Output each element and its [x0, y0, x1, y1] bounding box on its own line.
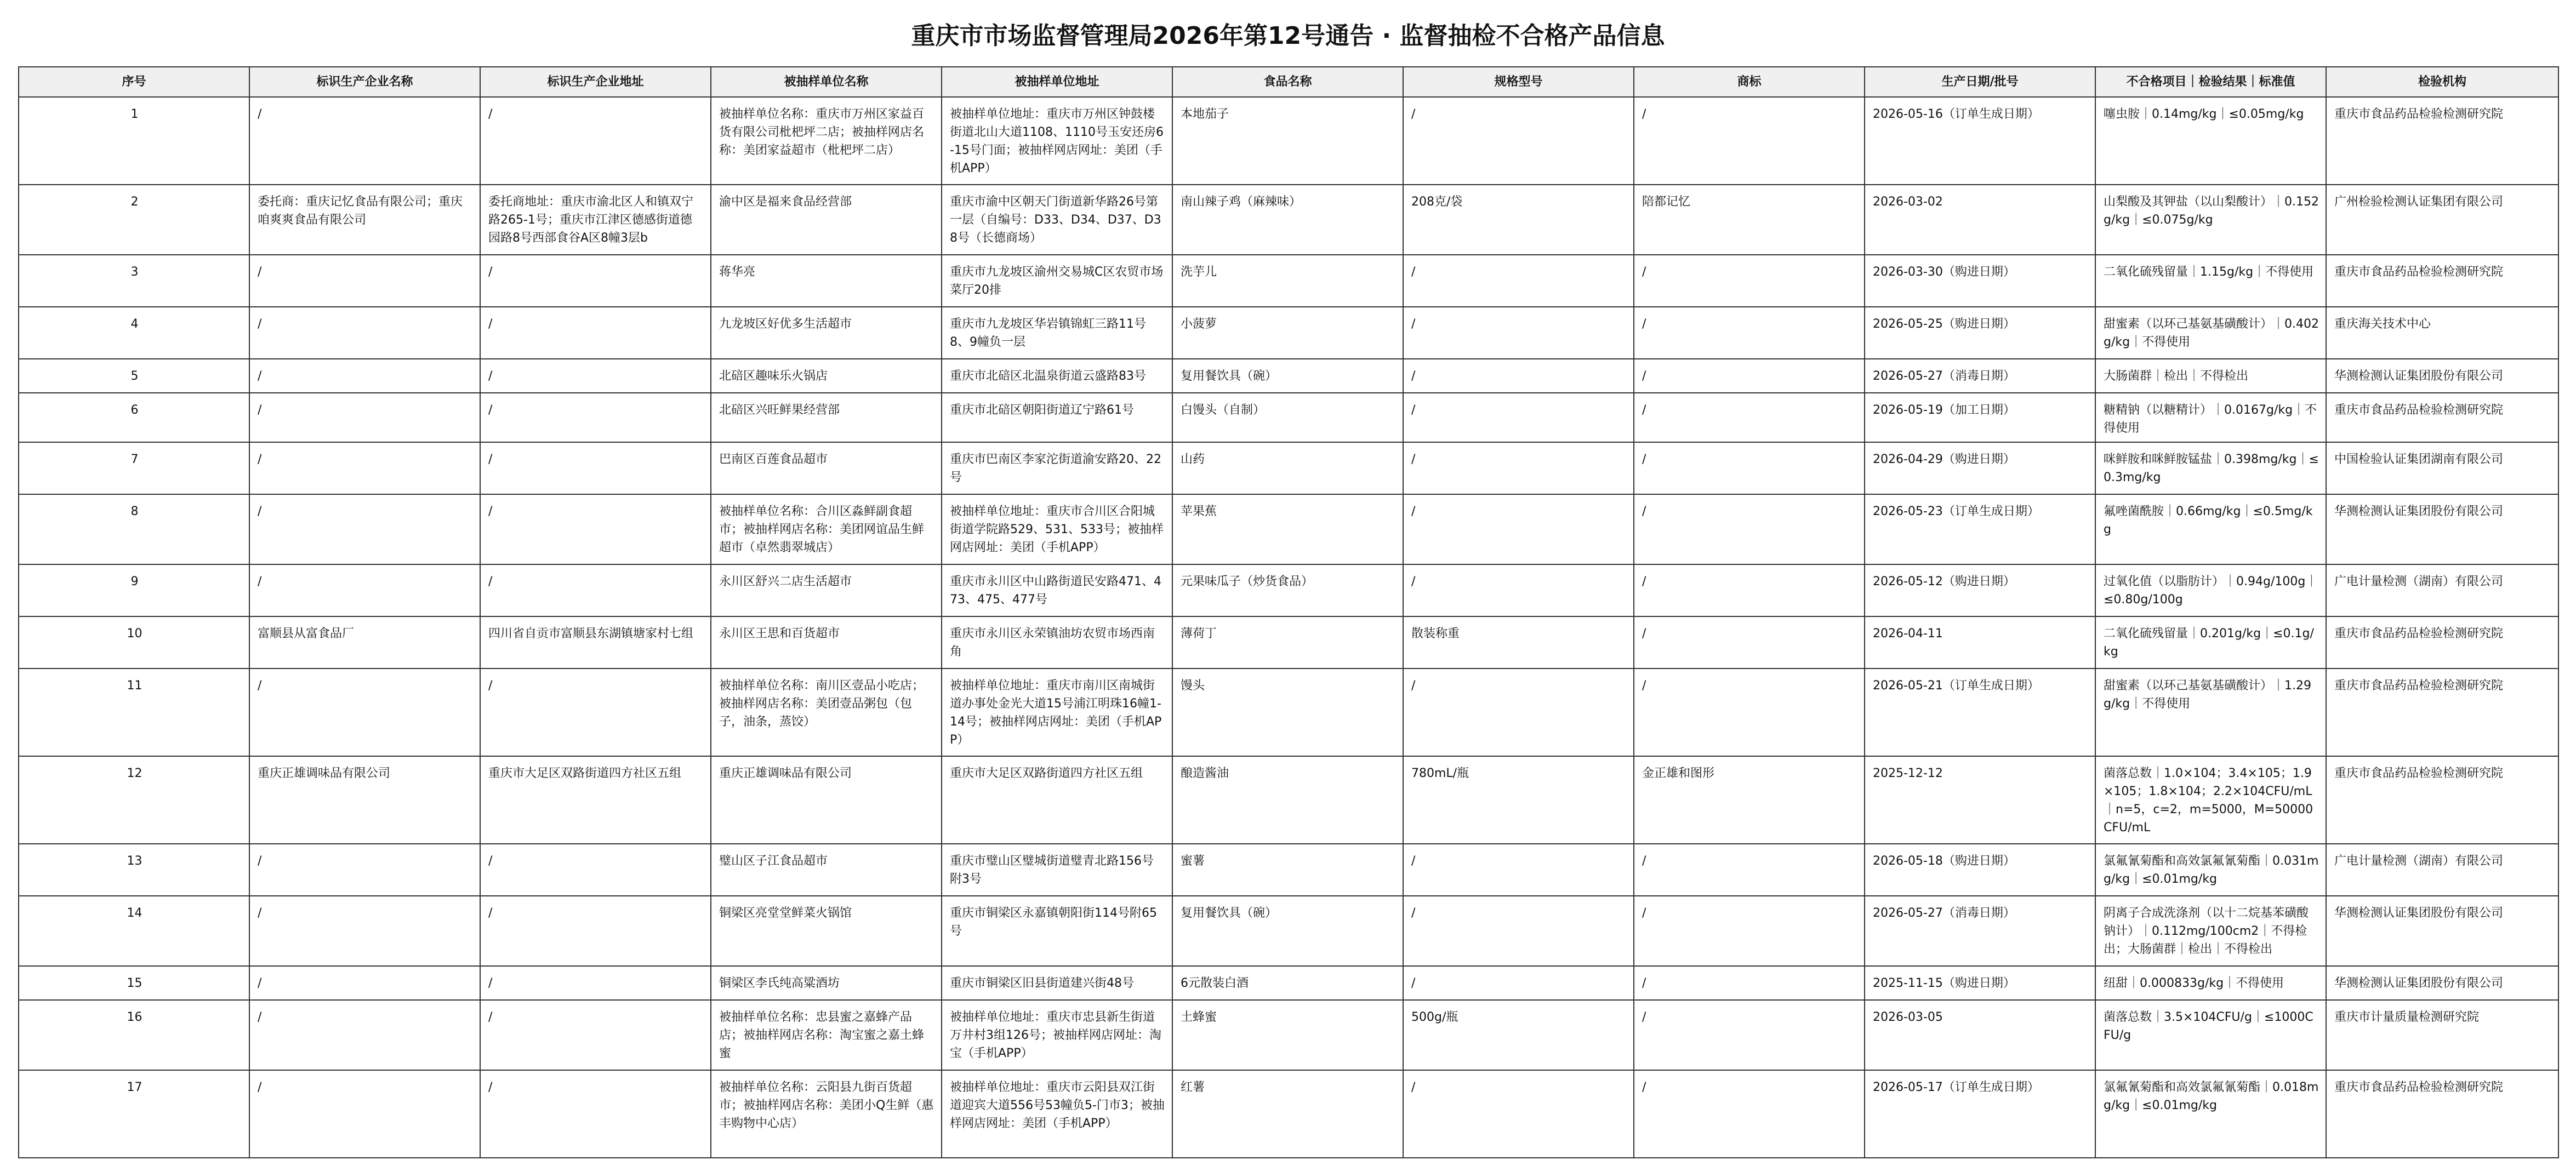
col-sampled-unit-address-cell: 被抽样单位地址：重庆市云阳县双江街道迎宾大道556号53幢负5-门市3；被抽样网店网址：美团（手机APP） — [942, 1070, 1172, 1158]
col-producer-address-cell: / — [480, 307, 711, 359]
col-production-date-header: 生产日期/批号 — [1865, 67, 2095, 97]
table-body — [19, 97, 2558, 1158]
col-producer-name-cell: / — [249, 359, 480, 393]
col-producer-address-cell: 重庆市大足区双路街道四方社区五组 — [480, 756, 711, 844]
table-row — [19, 896, 2558, 966]
col-brand-cell: / — [1634, 359, 1865, 393]
col-nonconforming-item-cell: 噻虫胺｜0.14mg/kg｜≤0.05mg/kg — [2095, 97, 2326, 185]
table-row — [19, 255, 2558, 307]
col-producer-address-cell: / — [480, 97, 711, 185]
col-nonconforming-item-cell: 菌落总数｜3.5×104CFU/g｜≤1000CFU/g — [2095, 1000, 2326, 1070]
col-food-name-cell: 蜜薯 — [1172, 844, 1403, 896]
col-producer-address-cell: 四川省自贡市富顺县东湖镇塘家村七组 — [480, 616, 711, 668]
col-brand-cell: / — [1634, 1070, 1865, 1158]
page-title: 重庆市市场监督管理局2026年第12号通告 · 监督抽检不合格产品信息 — [911, 22, 1665, 50]
col-inspection-agency-cell: 广电计量检测（湖南）有限公司 — [2326, 844, 2558, 896]
col-brand-cell: / — [1634, 616, 1865, 668]
col-producer-name-cell: / — [249, 307, 480, 359]
col-spec-cell: / — [1403, 966, 1634, 1000]
col-inspection-agency-cell: 重庆市计量质量检测研究院 — [2326, 1000, 2558, 1070]
col-producer-name-cell: 重庆正雄调味品有限公司 — [249, 756, 480, 844]
col-brand-cell: / — [1634, 668, 1865, 756]
col-sampled-unit-name-cell: 被抽样单位名称：忠县蜜之嘉蜂产品店；被抽样网店名称：淘宝蜜之嘉土蜂蜜 — [711, 1000, 942, 1070]
col-sampled-unit-address-cell: 重庆市大足区双路街道四方社区五组 — [942, 756, 1172, 844]
col-production-date-cell: 2026-03-02 — [1865, 185, 2095, 255]
col-seq-cell: 12 — [19, 756, 249, 844]
col-brand-cell: / — [1634, 494, 1865, 564]
col-producer-name-cell: / — [249, 668, 480, 756]
col-food-name-cell: 本地茄子 — [1172, 97, 1403, 185]
col-food-name-cell: 薄荷丁 — [1172, 616, 1403, 668]
col-producer-name-cell: / — [249, 442, 480, 494]
col-seq-header: 序号 — [19, 67, 249, 97]
col-sampled-unit-address-cell: 重庆市巴南区李家沱街道渝安路20、22号 — [942, 442, 1172, 494]
col-inspection-agency-cell: 华测检测认证集团股份有限公司 — [2326, 966, 2558, 1000]
results-table — [18, 66, 2559, 1158]
col-food-name-cell: 洗芋儿 — [1172, 255, 1403, 307]
table-row — [19, 442, 2558, 494]
col-spec-cell: / — [1403, 442, 1634, 494]
col-sampled-unit-name-cell: 九龙坡区好优多生活超市 — [711, 307, 942, 359]
col-food-name-cell: 白馒头（自制） — [1172, 393, 1403, 442]
col-seq-cell: 17 — [19, 1070, 249, 1158]
col-production-date-cell: 2026-05-17（订单生成日期） — [1865, 1070, 2095, 1158]
col-brand-cell: / — [1634, 307, 1865, 359]
col-food-name-cell: 复用餐饮具（碗） — [1172, 896, 1403, 966]
col-seq-cell: 1 — [19, 97, 249, 185]
col-food-name-cell: 复用餐饮具（碗） — [1172, 359, 1403, 393]
col-brand-cell: / — [1634, 393, 1865, 442]
col-sampled-unit-address-cell: 被抽样单位地址：重庆市南川区南城街道办事处金光大道15号浦江明珠16幢1-14号；被抽样网店网址：美团（手机APP） — [942, 668, 1172, 756]
col-production-date-cell: 2026-05-12（购进日期） — [1865, 564, 2095, 616]
col-spec-cell: / — [1403, 564, 1634, 616]
col-seq-cell: 13 — [19, 844, 249, 896]
col-producer-name-header: 标识生产企业名称 — [249, 67, 480, 97]
col-sampled-unit-address-cell: 重庆市璧山区璧城街道璧青北路156号附3号 — [942, 844, 1172, 896]
col-sampled-unit-name-header: 被抽样单位名称 — [711, 67, 942, 97]
col-nonconforming-item-cell: 氯氟氰菊酯和高效氯氟氰菊酯｜0.018mg/kg｜≤0.01mg/kg — [2095, 1070, 2326, 1158]
col-sampled-unit-address-cell: 重庆市铜梁区旧县街道建兴街48号 — [942, 966, 1172, 1000]
col-sampled-unit-address-header: 被抽样单位地址 — [942, 67, 1172, 97]
col-production-date-cell: 2026-04-11 — [1865, 616, 2095, 668]
col-seq-cell: 4 — [19, 307, 249, 359]
col-spec-cell: / — [1403, 494, 1634, 564]
col-nonconforming-item-cell: 大肠菌群｜检出｜不得检出 — [2095, 359, 2326, 393]
col-sampled-unit-name-cell: 璧山区子江食品超市 — [711, 844, 942, 896]
col-seq-cell: 5 — [19, 359, 249, 393]
col-producer-address-cell: 委托商地址：重庆市渝北区人和镇双宁路265-1号；重庆市江津区德感街道德园路8号西部食谷A区8幢3层b — [480, 185, 711, 255]
col-spec-header: 规格型号 — [1403, 67, 1634, 97]
col-spec-cell: / — [1403, 307, 1634, 359]
col-producer-address-cell: / — [480, 255, 711, 307]
col-production-date-cell: 2026-05-19（加工日期） — [1865, 393, 2095, 442]
col-spec-cell: / — [1403, 255, 1634, 307]
col-nonconforming-item-cell: 咪鲜胺和咪鲜胺锰盐｜0.398mg/kg｜≤0.3mg/kg — [2095, 442, 2326, 494]
col-producer-name-cell: 委托商：重庆记忆食品有限公司；重庆咱爽爽食品有限公司 — [249, 185, 480, 255]
col-nonconforming-item-cell: 过氧化值（以脂肪计）｜0.94g/100g｜≤0.80g/100g — [2095, 564, 2326, 616]
col-sampled-unit-name-cell: 重庆正雄调味品有限公司 — [711, 756, 942, 844]
col-production-date-cell: 2026-05-27（消毒日期） — [1865, 359, 2095, 393]
col-inspection-agency-cell: 广电计量检测（湖南）有限公司 — [2326, 564, 2558, 616]
col-producer-name-cell: / — [249, 1070, 480, 1158]
col-producer-name-cell: / — [249, 494, 480, 564]
col-nonconforming-item-cell: 二氧化硫残留量｜0.201g/kg｜≤0.1g/kg — [2095, 616, 2326, 668]
col-sampled-unit-address-cell: 被抽样单位地址：重庆市万州区钟鼓楼街道北山大道1108、1110号玉安还房6-15号门面；被抽样网店网址：美团（手机APP） — [942, 97, 1172, 185]
col-inspection-agency-cell: 广州检验检测认证集团有限公司 — [2326, 185, 2558, 255]
col-brand-cell: / — [1634, 564, 1865, 616]
col-spec-cell: / — [1403, 896, 1634, 966]
col-producer-name-cell: / — [249, 896, 480, 966]
col-nonconforming-item-cell: 甜蜜素（以环己基氨基磺酸计）｜1.29g/kg｜不得使用 — [2095, 668, 2326, 756]
table-row — [19, 359, 2558, 393]
col-brand-cell: / — [1634, 97, 1865, 185]
table-row — [19, 1000, 2558, 1070]
col-food-name-cell: 馒头 — [1172, 668, 1403, 756]
col-brand-cell: / — [1634, 844, 1865, 896]
table-row — [19, 966, 2558, 1000]
table-row — [19, 844, 2558, 896]
col-nonconforming-item-cell: 氟唑菌酰胺｜0.66mg/kg｜≤0.5mg/kg — [2095, 494, 2326, 564]
col-food-name-cell: 小菠萝 — [1172, 307, 1403, 359]
col-production-date-cell: 2026-05-23（订单生成日期） — [1865, 494, 2095, 564]
col-sampled-unit-name-cell: 铜梁区亮堂堂鲜菜火锅馆 — [711, 896, 942, 966]
table-row — [19, 668, 2558, 756]
col-seq-cell: 11 — [19, 668, 249, 756]
col-spec-cell: 500g/瓶 — [1403, 1000, 1634, 1070]
col-seq-cell: 7 — [19, 442, 249, 494]
col-food-name-cell: 6元散装白酒 — [1172, 966, 1403, 1000]
col-producer-name-cell: / — [249, 393, 480, 442]
col-food-name-cell: 酿造酱油 — [1172, 756, 1403, 844]
col-spec-cell: / — [1403, 1070, 1634, 1158]
col-food-name-cell: 山药 — [1172, 442, 1403, 494]
col-brand-header: 商标 — [1634, 67, 1865, 97]
col-producer-name-cell: / — [249, 564, 480, 616]
col-seq-cell: 15 — [19, 966, 249, 1000]
col-food-name-cell: 红薯 — [1172, 1070, 1403, 1158]
col-production-date-cell: 2026-05-25（购进日期） — [1865, 307, 2095, 359]
table-row — [19, 393, 2558, 442]
table-row — [19, 1070, 2558, 1158]
col-food-name-cell: 土蜂蜜 — [1172, 1000, 1403, 1070]
table-row — [19, 307, 2558, 359]
col-production-date-cell: 2026-05-27（消毒日期） — [1865, 896, 2095, 966]
col-sampled-unit-name-cell: 渝中区是福来食品经营部 — [711, 185, 942, 255]
col-sampled-unit-name-cell: 蒋华亮 — [711, 255, 942, 307]
col-spec-cell: / — [1403, 668, 1634, 756]
col-sampled-unit-name-cell: 北碚区趣味乐火锅店 — [711, 359, 942, 393]
col-sampled-unit-name-cell: 北碚区兴旺鲜果经营部 — [711, 393, 942, 442]
table-row — [19, 494, 2558, 564]
col-sampled-unit-address-cell: 重庆市永川区永荣镇油坊农贸市场西南角 — [942, 616, 1172, 668]
col-seq-cell: 2 — [19, 185, 249, 255]
col-sampled-unit-name-cell: 被抽样单位名称：云阳县九街百货超市；被抽样网店名称：美团小Q生鲜（惠丰购物中心店） — [711, 1070, 942, 1158]
col-spec-cell: / — [1403, 97, 1634, 185]
col-producer-name-cell: / — [249, 255, 480, 307]
table-row — [19, 564, 2558, 616]
col-producer-name-cell: / — [249, 966, 480, 1000]
col-spec-cell: / — [1403, 393, 1634, 442]
col-spec-cell: / — [1403, 359, 1634, 393]
col-sampled-unit-name-cell: 铜梁区李氏纯高粱酒坊 — [711, 966, 942, 1000]
col-sampled-unit-name-cell: 永川区王思和百货超市 — [711, 616, 942, 668]
col-sampled-unit-address-cell: 被抽样单位地址：重庆市合川区合阳城街道学院路529、531、533号；被抽样网店网址：美团（手机APP） — [942, 494, 1172, 564]
col-seq-cell: 8 — [19, 494, 249, 564]
col-brand-cell: / — [1634, 1000, 1865, 1070]
col-brand-cell: / — [1634, 896, 1865, 966]
col-sampled-unit-name-cell: 被抽样单位名称：合川区淼鲜副食超市；被抽样网店名称：美团网谊品生鲜超市（卓然翡翠城店） — [711, 494, 942, 564]
col-producer-address-cell: / — [480, 1070, 711, 1158]
col-inspection-agency-header: 检验机构 — [2326, 67, 2558, 97]
col-spec-cell: 780mL/瓶 — [1403, 756, 1634, 844]
col-spec-cell: 散装称重 — [1403, 616, 1634, 668]
col-producer-address-cell: / — [480, 896, 711, 966]
col-inspection-agency-cell: 重庆市食品药品检验检测研究院 — [2326, 97, 2558, 185]
col-production-date-cell: 2026-04-29（购进日期） — [1865, 442, 2095, 494]
col-brand-cell: 金正雄和图形 — [1634, 756, 1865, 844]
col-brand-cell: / — [1634, 966, 1865, 1000]
col-seq-cell: 9 — [19, 564, 249, 616]
col-inspection-agency-cell: 华测检测认证集团股份有限公司 — [2326, 896, 2558, 966]
col-nonconforming-item-cell: 糖精钠（以糖精计）｜0.0167g/kg｜不得使用 — [2095, 393, 2326, 442]
col-spec-cell: 208克/袋 — [1403, 185, 1634, 255]
col-food-name-cell: 元果味瓜子（炒货食品） — [1172, 564, 1403, 616]
col-sampled-unit-address-cell: 重庆市北碚区朝阳街道辽宁路61号 — [942, 393, 1172, 442]
col-food-name-cell: 苹果蕉 — [1172, 494, 1403, 564]
table-row — [19, 616, 2558, 668]
col-producer-address-cell: / — [480, 393, 711, 442]
col-sampled-unit-address-cell: 重庆市渝中区朝天门街道新华路26号第一层（自编号：D33、D34、D37、D38号（长德商场） — [942, 185, 1172, 255]
col-producer-address-cell: / — [480, 1000, 711, 1070]
col-producer-name-cell: / — [249, 1000, 480, 1070]
col-seq-cell: 10 — [19, 616, 249, 668]
col-production-date-cell: 2026-03-30（购进日期） — [1865, 255, 2095, 307]
col-inspection-agency-cell: 重庆市食品药品检验检测研究院 — [2326, 255, 2558, 307]
col-food-name-header: 食品名称 — [1172, 67, 1403, 97]
col-nonconforming-item-cell: 菌落总数｜1.0×104；3.4×105；1.9×105；1.8×104；2.2×104CFU/mL｜n=5，c=2，m=5000，M=50000CFU/mL — [2095, 756, 2326, 844]
col-producer-address-cell: / — [480, 359, 711, 393]
col-inspection-agency-cell: 重庆海关技术中心 — [2326, 307, 2558, 359]
col-sampled-unit-address-cell: 重庆市铜梁区永嘉镇朝阳街114号附65号 — [942, 896, 1172, 966]
col-producer-address-cell: / — [480, 966, 711, 1000]
col-brand-cell: / — [1634, 442, 1865, 494]
col-producer-address-cell: / — [480, 668, 711, 756]
col-inspection-agency-cell: 重庆市食品药品检验检测研究院 — [2326, 756, 2558, 844]
col-brand-cell: 陪都记忆 — [1634, 185, 1865, 255]
col-production-date-cell: 2026-05-16（订单生成日期） — [1865, 97, 2095, 185]
col-sampled-unit-name-cell: 巴南区百莲食品超市 — [711, 442, 942, 494]
table-row — [19, 97, 2558, 185]
col-production-date-cell: 2025-11-15（购进日期） — [1865, 966, 2095, 1000]
col-nonconforming-item-cell: 山梨酸及其钾盐（以山梨酸计）｜0.152g/kg｜≤0.075g/kg — [2095, 185, 2326, 255]
col-nonconforming-item-cell: 甜蜜素（以环己基氨基磺酸计）｜0.402g/kg｜不得使用 — [2095, 307, 2326, 359]
col-nonconforming-item-cell: 纽甜｜0.000833g/kg｜不得使用 — [2095, 966, 2326, 1000]
table-row — [19, 756, 2558, 844]
col-nonconforming-item-cell: 二氧化硫残留量｜1.15g/kg｜不得使用 — [2095, 255, 2326, 307]
col-producer-address-cell: / — [480, 564, 711, 616]
col-production-date-cell: 2026-05-21（订单生成日期） — [1865, 668, 2095, 756]
col-inspection-agency-cell: 华测检测认证集团股份有限公司 — [2326, 494, 2558, 564]
col-production-date-cell: 2026-05-18（购进日期） — [1865, 844, 2095, 896]
col-inspection-agency-cell: 重庆市食品药品检验检测研究院 — [2326, 616, 2558, 668]
col-sampled-unit-address-cell: 重庆市九龙坡区华岩镇锦虹三路11号8、9幢负一层 — [942, 307, 1172, 359]
col-sampled-unit-address-cell: 被抽样单位地址：重庆市忠县新生街道万井村3组126号；被抽样网店网址：淘宝（手机APP） — [942, 1000, 1172, 1070]
col-production-date-cell: 2026-03-05 — [1865, 1000, 2095, 1070]
col-producer-address-header: 标识生产企业地址 — [480, 67, 711, 97]
col-producer-name-cell: / — [249, 97, 480, 185]
col-inspection-agency-cell: 华测检测认证集团股份有限公司 — [2326, 359, 2558, 393]
col-inspection-agency-cell: 重庆市食品药品检验检测研究院 — [2326, 393, 2558, 442]
col-inspection-agency-cell: 重庆市食品药品检验检测研究院 — [2326, 668, 2558, 756]
col-sampled-unit-address-cell: 重庆市永川区中山路街道民安路471、473、475、477号 — [942, 564, 1172, 616]
col-producer-address-cell: / — [480, 442, 711, 494]
col-nonconforming-item-cell: 氯氟氰菊酯和高效氯氟氰菊酯｜0.031mg/kg｜≤0.01mg/kg — [2095, 844, 2326, 896]
table-row — [19, 185, 2558, 255]
col-inspection-agency-cell: 中国检验认证集团湖南有限公司 — [2326, 442, 2558, 494]
col-producer-name-cell: / — [249, 844, 480, 896]
col-sampled-unit-address-cell: 重庆市九龙坡区渝州交易城C区农贸市场菜厅20排 — [942, 255, 1172, 307]
col-sampled-unit-name-cell: 永川区舒兴二店生活超市 — [711, 564, 942, 616]
col-seq-cell: 16 — [19, 1000, 249, 1070]
col-spec-cell: / — [1403, 844, 1634, 896]
col-sampled-unit-address-cell: 重庆市北碚区北温泉街道云盛路83号 — [942, 359, 1172, 393]
col-seq-cell: 14 — [19, 896, 249, 966]
col-producer-address-cell: / — [480, 494, 711, 564]
col-seq-cell: 6 — [19, 393, 249, 442]
col-food-name-cell: 南山辣子鸡（麻辣味） — [1172, 185, 1403, 255]
col-nonconforming-item-header: 不合格项目｜检验结果｜标准值 — [2095, 67, 2326, 97]
col-sampled-unit-name-cell: 被抽样单位名称：重庆市万州区家益百货有限公司枇杷坪二店；被抽样网店名称：美团家益超市（枇杷坪二店） — [711, 97, 942, 185]
col-production-date-cell: 2025-12-12 — [1865, 756, 2095, 844]
col-inspection-agency-cell: 重庆市食品药品检验检测研究院 — [2326, 1070, 2558, 1158]
col-brand-cell: / — [1634, 255, 1865, 307]
col-seq-cell: 3 — [19, 255, 249, 307]
col-producer-name-cell: 富顺县从富食品厂 — [249, 616, 480, 668]
col-sampled-unit-name-cell: 被抽样单位名称：南川区壹品小吃店；被抽样网店名称：美团壹品粥包（包子，油条，蒸饺） — [711, 668, 942, 756]
col-producer-address-cell: / — [480, 844, 711, 896]
col-nonconforming-item-cell: 阴离子合成洗涤剂（以十二烷基苯磺酸钠计）｜0.112mg/100cm2｜不得检出；大肠菌群｜检出｜不得检出 — [2095, 896, 2326, 966]
table-header-row — [19, 67, 2558, 97]
